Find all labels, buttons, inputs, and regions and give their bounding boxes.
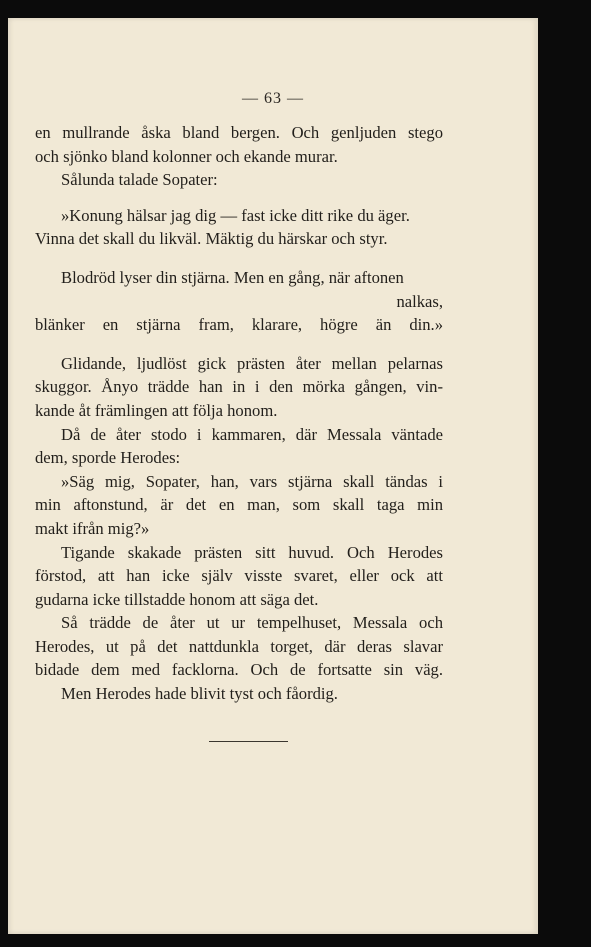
verse-line: Blodröd lyser din stjärna. Men en gång, när aftonen [61,267,404,287]
text-line: gudarna icke tillstadde honom att säga det. [35,589,319,609]
text-line: Glidande, ljudlöst gick prästen åter mellan pelarnas [61,353,443,373]
body-text [35,121,443,706]
verse-line: »Konung hälsar jag dig — fast icke ditt rike du äger. [61,205,410,225]
section-end-rule [209,741,288,742]
text-line: min aftonstund, är det en man, som skall taga min [35,495,443,515]
text-line: och sjönko bland kolonner och ekande murar. [35,146,338,166]
text-line: »Säg mig, Sopater, han, vars stjärna skall tändas i [61,471,443,491]
text-line: förstod, att han icke själv visste svaret, eller ock att [35,566,443,586]
text-line: en mullrande åska bland bergen. Och genljuden stego [35,123,443,142]
text-line: Sålunda talade Sopater: [61,170,218,190]
text-line: skuggor. Ånyo trädde han in i den mörka gången, vin- [35,377,443,397]
text-line: Men Herodes hade blivit tyst och fåordig. [61,684,338,704]
verse-line: blänker en stjärna fram, klarare, högre än din.» [35,315,443,335]
verse-line-continuation: nalkas, [396,291,443,311]
text-line: Så trädde de åter ut ur tempelhuset, Messala och [61,613,443,633]
text-line: kande åt främlingen att följa honom. [35,400,278,420]
text-line: makt ifrån mig?» [35,518,150,538]
book-page [8,18,538,934]
text-line: Tigande skakade prästen sitt huvud. Och Herodes [61,542,443,562]
text-line: Herodes, ut på det nattdunkla torget, där deras slavar [35,636,443,656]
text-line: dem, sporde Herodes: [35,448,181,468]
text-line: bidade dem med facklorna. Och de fortsatte sin väg. [35,660,443,680]
verse-line: Vinna det skall du likväl. Mäktig du härskar och styr. [35,229,388,249]
page-number: — 63 — [242,90,304,107]
text-line: Då de åter stodo i kammaren, där Messala väntade [61,424,443,444]
